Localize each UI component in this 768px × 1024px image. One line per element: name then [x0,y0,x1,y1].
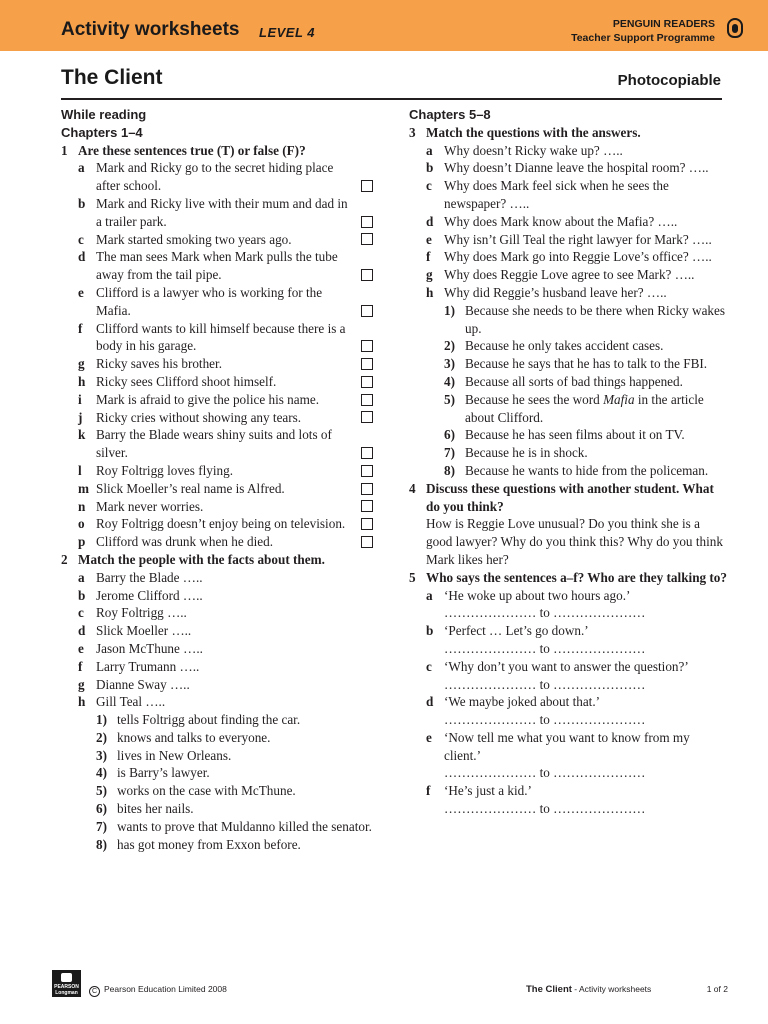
question-text: Are these sentences true (T) or false (F)? [78,142,306,158]
question-number: 2 [61,551,68,567]
list-item [409,284,727,302]
item-text: Mark started smoking two years ago. [96,231,292,247]
item-text: Because he says that he has to talk to the FBI. [465,356,708,372]
quote-item [409,622,727,658]
item-letter: g [78,676,85,692]
item-letter: m [78,480,89,496]
item-letter: a [78,160,85,176]
item-text: Slick Moeller’s real name is Alfred. [96,480,285,496]
item-text: Why doesn’t Dianne leave the hospital room? ….. [444,160,709,176]
item-text: Because he only takes accident cases. [465,338,664,354]
item-number: 7) [444,445,455,461]
item-letter: c [426,178,432,194]
quote-text: ‘Perfect … Let’s go down.’ [444,623,589,639]
list-item [409,266,727,284]
question-text: Match the people with the facts about them. [78,551,325,567]
list-item [61,515,381,533]
numbered-item [409,373,727,391]
item-letter: j [78,409,83,425]
answer-blank[interactable]: ………………… to ………………… [444,765,646,781]
list-item [61,409,381,427]
numbered-item [409,462,727,480]
numbered-item [409,355,727,373]
item-letter: c [426,658,432,674]
footer-book-label [526,984,651,995]
item-text: Roy Foltrigg loves flying. [96,462,234,478]
header-banner [0,0,768,51]
footer-book-suffix: - Activity worksheets [571,984,652,994]
answer-checkbox[interactable] [361,483,373,495]
copyright-text: Pearson Education Limited 2008 [104,984,227,994]
list-item [409,248,727,266]
item-number: 2) [444,338,455,354]
question-text: Discuss these questions with another student. What do you think? [426,480,714,514]
item-number: 5) [96,783,107,799]
answer-checkbox[interactable] [361,394,373,406]
item-text: Why does Mark know about the Mafia? ….. [444,213,678,229]
item-text: Because he has seen films about it on TV. [465,427,685,443]
penguin-logo-icon [727,18,743,38]
item-text: Why isn’t Gill Teal the right lawyer for Mark? ….. [444,231,712,247]
item-letter: c [78,231,84,247]
quote-text: ‘He’s just a kid.’ [444,783,532,799]
answer-checkbox[interactable] [361,305,373,317]
question-text: Match the questions with the answers. [426,124,641,140]
item-text: Barry the Blade ….. [96,569,203,585]
list-item [61,693,381,711]
question-4 [409,480,727,516]
right-column [409,106,727,818]
people-list [61,569,381,711]
item-letter: b [426,623,434,639]
list-item [61,391,381,409]
item-text: has got money from Exxon before. [117,836,301,852]
question-2 [61,551,381,569]
answer-checkbox[interactable] [361,536,373,548]
questions-list [409,142,727,302]
list-item [61,159,381,195]
numbered-item [61,729,381,747]
answer-checkbox[interactable] [361,180,373,192]
question-number: 3 [409,124,416,140]
question-number: 5 [409,569,416,585]
quote-item [409,782,727,818]
item-text: lives in New Orleans. [117,747,232,763]
list-item [61,231,381,249]
answer-checkbox[interactable] [361,233,373,245]
worksheet-title: Activity worksheets [61,19,240,40]
copyright-notice [89,984,227,997]
quote-item [409,693,727,729]
numbered-item [61,782,381,800]
list-item [61,462,381,480]
item-letter: g [426,267,433,283]
item-letter: f [78,320,83,336]
list-item [61,195,381,231]
item-text: Slick Moeller ….. [96,623,192,639]
answer-checkbox[interactable] [361,465,373,477]
item-text: Mark and Ricky live with their mum and dad in a trailer park. [96,195,348,229]
pearson-logo-icon [52,970,81,997]
item-text: Barry the Blade wears shiny suits and lots of silver. [96,427,332,461]
item-number: 3) [444,356,455,372]
quote-text: ‘He woke up about two hours ago.’ [444,587,631,603]
answer-blank[interactable]: ………………… to ………………… [444,605,646,621]
item-number: 6) [96,801,107,817]
answer-blank[interactable]: ………………… to ………………… [444,712,646,728]
item-text: Ricky sees Clifford shoot himself. [96,373,277,389]
list-item [61,587,381,605]
item-text: Why does Mark go into Reggie Love’s office? ….. [444,249,712,265]
list-item [409,159,727,177]
item-letter: d [78,623,86,639]
item-text: Roy Foltrigg doesn’t enjoy being on television. [96,516,346,532]
item-letter: k [78,427,86,443]
item-letter: l [78,462,82,478]
item-letter: f [426,249,431,265]
item-text: Dianne Sway ….. [96,676,190,692]
item-text-before: Because he sees the word [465,391,604,407]
numbered-item [409,302,727,338]
list-item [409,231,727,249]
list-item [61,676,381,694]
item-text: Because all sorts of bad things happened. [465,373,683,389]
item-letter: o [78,516,85,532]
book-title: The Client [61,66,163,89]
item-text: knows and talks to everyone. [117,729,271,745]
list-item [61,426,381,462]
item-number: 8) [96,836,107,852]
list-item [61,604,381,622]
item-number: 4) [444,373,455,389]
numbered-item [61,764,381,782]
item-letter: e [78,640,84,656]
question-5 [409,569,727,587]
section-heading: Chapters 5–8 [409,107,491,122]
question-text: Who says the sentences a–f? Who are they talking to? [426,569,727,585]
item-text: Why doesn’t Ricky wake up? ….. [444,142,623,158]
item-text: Because he wants to hide from the policeman. [465,462,709,478]
list-item [61,569,381,587]
item-text: Ricky cries without showing any tears. [96,409,302,425]
item-text: Why does Mark feel sick when he sees the newspaper? ….. [444,178,669,211]
list-item [61,373,381,391]
item-letter: b [78,587,86,603]
item-text: is Barry’s lawyer. [117,765,210,781]
brand-line-2: Teacher Support Programme [571,32,715,44]
list-item [409,142,727,160]
numbered-item [61,747,381,765]
item-text: Jerome Clifford ….. [96,587,203,603]
numbered-item [61,818,381,836]
answers-list [409,302,727,480]
item-letter: e [78,284,84,300]
item-letter: h [426,284,434,300]
item-number: 3) [96,747,107,763]
item-text: Larry Trumann ….. [96,658,200,674]
answer-blank[interactable]: ………………… to ………………… [444,801,646,817]
brand-line-1: PENGUIN READERS [612,18,715,30]
item-text-after: in the article about Clifford. [465,391,704,425]
item-letter: d [426,694,434,710]
photocopiable-label: Photocopiable [617,72,721,89]
item-number: 1) [96,712,107,728]
list-item [61,480,381,498]
item-number: 1) [444,302,455,318]
answer-checkbox[interactable] [361,447,373,459]
list-item [61,320,381,356]
item-text: Mark and Ricky go to the secret hiding place after school. [96,160,334,194]
level-label: LEVEL 4 [259,25,316,40]
list-item [409,213,727,231]
item-letter: p [78,534,86,550]
logo-text-top: PEARSON [54,984,79,990]
item-letter: b [78,195,86,211]
title-divider [61,98,722,100]
item-text: Why does Reggie Love agree to see Mark? ….. [444,267,695,283]
item-number: 4) [96,765,107,781]
page-number: 1 of 2 [706,984,728,994]
item-letter: f [426,783,431,799]
numbered-item [61,711,381,729]
quote-item [409,729,727,782]
list-item [61,355,381,373]
quote-text: ‘We maybe joked about that.’ [444,694,601,710]
item-letter: e [426,231,432,247]
answer-checkbox[interactable] [361,358,373,370]
true-false-list [61,159,381,551]
item-letter: g [78,356,85,372]
item-text: tells Foltrigg about finding the car. [117,712,301,728]
answer-checkbox[interactable] [361,340,373,352]
question-1 [61,142,381,160]
quote-text: ‘Now tell me what you want to know from my client.’ [444,729,690,763]
item-text: Clifford is a lawyer who is working for the Mafia. [96,284,323,318]
item-number: 8) [444,462,455,478]
item-text: bites her nails. [117,801,194,817]
brand-text [571,17,715,45]
list-item [61,658,381,676]
answer-checkbox[interactable] [361,411,373,423]
answer-checkbox[interactable] [361,216,373,228]
quote-item [409,587,727,623]
list-item [61,640,381,658]
answer-checkbox[interactable] [361,376,373,388]
list-item [409,177,727,213]
list-item [61,284,381,320]
item-text: The man sees Mark when Mark pulls the tube away from the tail pipe. [96,249,338,283]
list-item [61,498,381,516]
numbered-item [409,337,727,355]
item-letter: a [78,569,85,585]
item-letter: d [78,249,86,265]
list-item [61,622,381,640]
item-text: works on the case with McThune. [117,783,296,799]
numbered-item [409,426,727,444]
item-text: Why did Reggie’s husband leave her? ….. [444,284,667,300]
facts-list [61,711,381,853]
item-text: wants to prove that Muldanno killed the senator. [117,818,372,834]
item-text: Ricky saves his brother. [96,356,222,372]
item-letter: n [78,498,86,514]
item-text: Roy Foltrigg ….. [96,605,187,621]
question-number: 4 [409,480,416,496]
item-letter: f [78,658,83,674]
item-text: Mark never worries. [96,498,204,514]
item-text: Clifford wants to kill himself because there is a body in his garage. [96,320,346,354]
numbered-item [61,836,381,854]
quote-text: ‘Why don’t you want to answer the question?’ [444,658,689,674]
item-letter: b [426,160,434,176]
numbered-item [61,800,381,818]
item-number: 6) [444,427,455,443]
question-number: 1 [61,142,68,158]
footer-book-title: The Client [526,984,572,995]
item-letter: h [78,373,86,389]
item-letter: i [78,391,82,407]
quote-item [409,658,727,694]
question-3 [409,124,727,142]
answer-blank[interactable]: ………………… to ………………… [444,676,646,692]
list-item [61,248,381,284]
item-text: Gill Teal ….. [96,694,166,710]
quotes-list [409,587,727,818]
item-letter: e [426,729,432,745]
item-letter: a [426,587,433,603]
section-heading: While reading [61,107,147,122]
item-text: Because she needs to be there when Ricky wakes up. [465,302,725,336]
left-column [61,106,381,853]
item-text: Because he is in shock. [465,445,588,461]
answer-checkbox[interactable] [361,500,373,512]
item-text-italic: Mafia [603,391,635,407]
item-text: Mark is afraid to give the police his name. [96,391,320,407]
item-letter: c [78,605,84,621]
answer-checkbox[interactable] [361,518,373,530]
copyright-icon: C [89,986,100,997]
logo-text-bottom: Longman [55,990,78,996]
item-text: Jason McThune ….. [96,640,203,656]
item-letter: a [426,142,433,158]
discussion-paragraph: How is Reggie Love unusual? Do you think she is a good lawyer? Why do you think this? Why do you think Mark likes her? [426,516,723,567]
item-number: 5) [444,391,455,407]
item-number: 7) [96,818,107,834]
list-item [61,533,381,551]
answer-blank[interactable]: ………………… to ………………… [444,640,646,656]
numbered-item [409,391,727,427]
item-letter: d [426,213,434,229]
answer-checkbox[interactable] [361,269,373,281]
item-letter: h [78,694,86,710]
section-subheading: Chapters 1–4 [61,124,143,140]
item-number: 2) [96,729,107,745]
numbered-item [409,444,727,462]
item-text: Clifford was drunk when he died. [96,534,274,550]
